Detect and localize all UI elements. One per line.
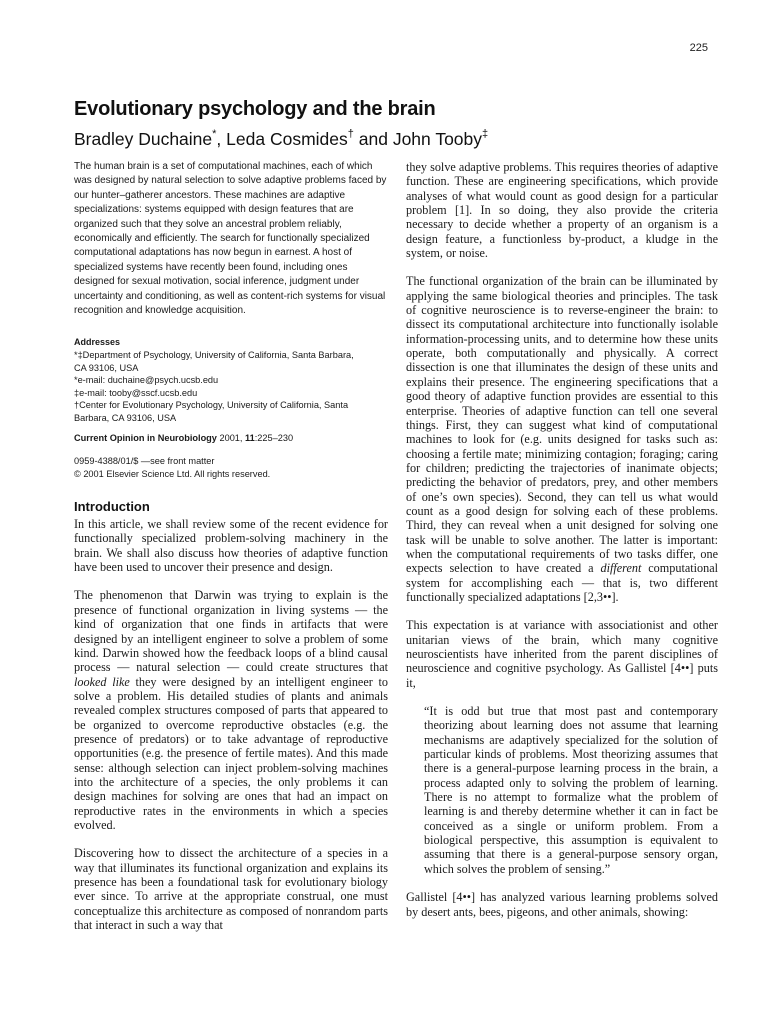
paragraph-text: computational system for accomplishing each — that is, two different functionally specialized adaptations [2,3••]. bbox=[406, 561, 718, 604]
addresses-block bbox=[74, 336, 388, 423]
right-column bbox=[406, 160, 718, 933]
paragraph-text: The functional organization of the brain can be illuminated by applying the same biological theories and principles. The task of cognitive neuroscience is to reverse-engineer the brain: to dissect its computational architecture into functionally isolable information-processing units, and to determine how these units operate, both computationally and physically. A correct dissection is one that illuminates the design of these units and explains their presence. The engineering specifications that a good theory of adaptive function provides are essential to this enterprise. Theories of adaptive function can tell one several things. First, they can suggest what kind of computational machines to look for (e.g. units designed for tasks such as: choosing a fertile mate; minimizing contagion; foraging; caring for children; predicting the trajectories of inanimate objects; predicting the behavior of predators, prey, and other members of one’s own species). Second, they can tell us what would count as a good design for solving each of these problems. Third, they can reveal when a unit designed for solving one task will be unable to solve another. The latter is important: when the computational requirements of two tasks differ, one expects selection to have created a bbox=[406, 274, 718, 576]
journal-year: 2001, bbox=[216, 432, 246, 443]
author-mark: † bbox=[347, 128, 354, 140]
abstract: The human brain is a set of computational machines, each of which was designed by natural selection to solve adaptive problems faced by our hunter–gatherer ancestors. These machines are adaptive specializations: systems equipped with design features that are organized such that they solve an ancestral problem reliably, economically and efficiently. The search for functionally specialized computational adaptations has now begun in earnest. A host of specialized systems have recently been found, including ones designed for sexual motivation, social inference, judgment under uncertainty and conditioning, as well as content-rich systems for visual recognition and knowledge acquisition. bbox=[74, 161, 387, 317]
block-quote: “It is odd but true that most past and contemporary theorizing about learning does not assume that learning mechanisms are adaptively specialized for the solution of particular kinds of problems. Most theorizing assumes that there is a general-purpose learning process in the brain, a process adapted only to solving the problem of learning. There is no attempt to formalize what the problem of learning is and thereby determine whether it can in fact be conceived as a single or uniform problem. From a biological perspective, this assumption is equivalent to assuming that there is a general-purpose sensory organ, which solves the problem of sensing.” bbox=[424, 704, 718, 876]
author-mark: ‡ bbox=[482, 128, 489, 140]
introduction-heading: Introduction bbox=[74, 499, 150, 515]
paragraph-text: they were designed by an intelligent engineer to solve a problem. His detailed studies of plants and animals revealed complex structures composed of parts that appeared to be organized to overcome reproductive obstacles (e.g. the presence of predators) or to take advantage of reproductive opportunities (e.g. the presence of fertile mates). And this made sense: although selection can inject problem-solving machines into the architecture of a species, the only problems it can design machines for solving are ones that had an impact on reproductive rates in the environments in which a species evolved. bbox=[74, 674, 389, 832]
addresses-heading: Addresses bbox=[74, 337, 121, 348]
address-line: CA 93106, USA bbox=[74, 362, 139, 373]
body-paragraph: Discovering how to dissect the architecture of a species in a way that illuminates its functional organization and explains its presence has been a foundational task for evolutionary biology ever since. To arrive at the appropriate construal, one must conceptualize this architecture as composed of nonrandom parts that interact in such a way that bbox=[74, 846, 388, 933]
email-line: *e-mail: duchaine@psych.ucsb.edu bbox=[74, 375, 219, 386]
body-paragraph: In this article, we shall review some of the recent evidence for functionally specialized problem-solving machinery in the brain. We shall also discuss how theories of adaptive function have been used to uncover their presence and design. bbox=[74, 517, 388, 575]
author-separator: , bbox=[216, 128, 227, 149]
author-name: Bradley Duchaine bbox=[74, 128, 213, 149]
page-number: 225 bbox=[689, 42, 708, 54]
email-line: ‡e-mail: tooby@sscf.ucsb.edu bbox=[74, 387, 198, 398]
emphasis-text: different bbox=[600, 561, 642, 576]
author-name: John Tooby bbox=[392, 128, 483, 149]
copyright-line: © 2001 Elsevier Science Ltd. All rights reserved. bbox=[74, 468, 271, 479]
journal-pages: :225–230 bbox=[254, 432, 294, 443]
address-line: †Center for Evolutionary Psychology, University of California, Santa bbox=[74, 400, 349, 411]
body-paragraph: This expectation is at variance with associationist and other unitarian views of the brain, which many cognitive neuroscientists have inherited from the parent disciplines of neuroscience and cognitive psychology. As Gallistel [4••] puts it, bbox=[406, 618, 718, 690]
journal-citation bbox=[74, 432, 388, 445]
emphasis-text: looked like bbox=[74, 674, 130, 689]
article-title: Evolutionary psychology and the brain bbox=[74, 98, 436, 120]
address-line: *‡Department of Psychology, University of California, Santa Barbara, bbox=[74, 350, 354, 361]
journal-volume: 11 bbox=[245, 432, 255, 443]
author-line bbox=[74, 123, 714, 151]
body-paragraph bbox=[406, 274, 718, 604]
author-separator: and bbox=[353, 128, 393, 149]
issn-line: 0959-4388/01/$ —see front matter bbox=[74, 455, 215, 466]
author-name: Leda Cosmides bbox=[226, 128, 348, 149]
journal-name: Current Opinion in Neurobiology bbox=[74, 432, 217, 443]
author-mark: * bbox=[212, 128, 217, 140]
address-line: Barbara, CA 93106, USA bbox=[74, 412, 177, 423]
body-paragraph bbox=[74, 588, 388, 832]
body-paragraph: they solve adaptive problems. This requires theories of adaptive function. These are engineering specifications, which provide analyses of what would count as good design for a particular problem [1]. In so doing, they also provide the criteria necessary to decide whether a property of an organism is a design feature, a functionless by-product, a kludge in the system, or noise. bbox=[406, 160, 718, 261]
body-paragraph: Gallistel [4••] has analyzed various learning problems solved by desert ants, bees, pigeons, and other animals, showing: bbox=[406, 890, 718, 919]
paragraph-text: The phenomenon that Darwin was trying to explain is the presence of functional organization in living systems — the kind of organization that one finds in artifacts that were designed by an intelligent engineer to solve a problem of some kind. Darwin showed how the feedback loops of a blind causal process — natural selection — could create structures that bbox=[74, 588, 388, 675]
left-column bbox=[74, 160, 388, 946]
